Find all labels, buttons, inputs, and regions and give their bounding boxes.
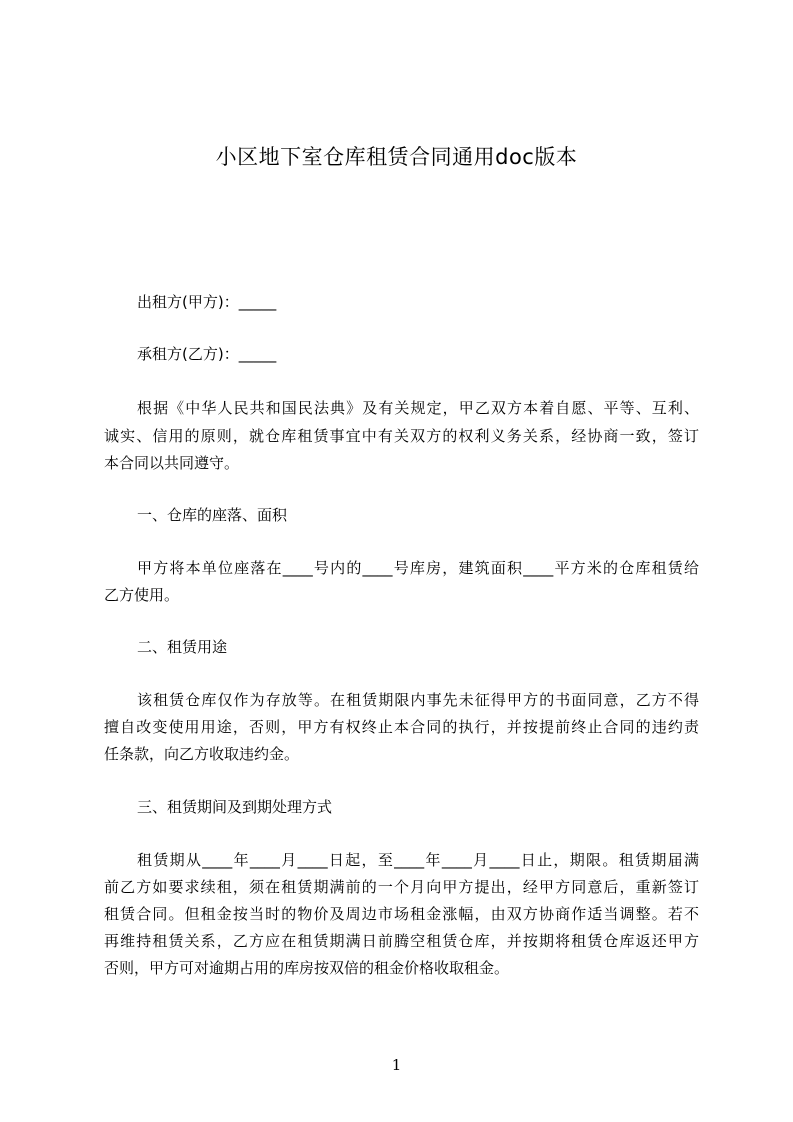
- section-3-line-1: 租赁期从____年____月____日起，至____年____月____日止，期限。租赁期届满: [137, 851, 699, 869]
- page-number: 1: [391, 1056, 402, 1074]
- preamble-line-1: 根据《中华人民共和国民法典》及有关规定，甲乙双方本着自愿、平等、互利、: [137, 399, 699, 417]
- preamble-line-3: 本合同以共同遵守。: [104, 454, 240, 472]
- section-2-line-3: 任条款，向乙方收取违约金。: [104, 745, 300, 763]
- document-title: 小区地下室仓库租赁合同通用doc版本: [215, 145, 578, 169]
- section-3-heading: 三、租赁期间及到期处理方式: [137, 798, 333, 816]
- section-3-line-3: 租赁合同。但租金按当时的物价及周边市场租金涨幅，由双方协商作适当调整。若不: [104, 905, 699, 923]
- lessee-line: 承租方(乙方)：_____: [137, 345, 277, 363]
- section-2-line-1: 该租赁仓库仅作为存放等。在租赁期限内事先未征得甲方的书面同意，乙方不得: [137, 691, 699, 709]
- section-1-line-1: 甲方将本单位座落在____号内的____号库房，建筑面积____平方米的仓库租赁给: [137, 559, 699, 577]
- section-1-heading: 一、仓库的座落、面积: [137, 506, 288, 524]
- section-2-heading: 二、租赁用途: [137, 638, 228, 656]
- section-3-line-4: 再维持租赁关系，乙方应在租赁期满日前腾空租赁仓库，并按期将租赁仓库返还甲方: [104, 932, 699, 950]
- section-3-line-5: 否则，甲方可对逾期占用的库房按双倍的租金价格收取租金。: [104, 959, 510, 977]
- preamble-line-2: 诚实、信用的原则，就仓库租赁事宜中有关双方的权利义务关系，经协商一致，签订: [104, 427, 699, 445]
- section-1-line-2: 乙方使用。: [104, 586, 180, 604]
- lessor-line: 出租方(甲方)：_____: [137, 293, 277, 311]
- section-3-line-2: 前乙方如要求续租，须在租赁期满前的一个月向甲方提出，经甲方同意后，重新签订: [104, 878, 699, 896]
- section-2-line-2: 擅自改变使用用途，否则，甲方有权终止本合同的执行，并按提前终止合同的违约责: [104, 718, 699, 736]
